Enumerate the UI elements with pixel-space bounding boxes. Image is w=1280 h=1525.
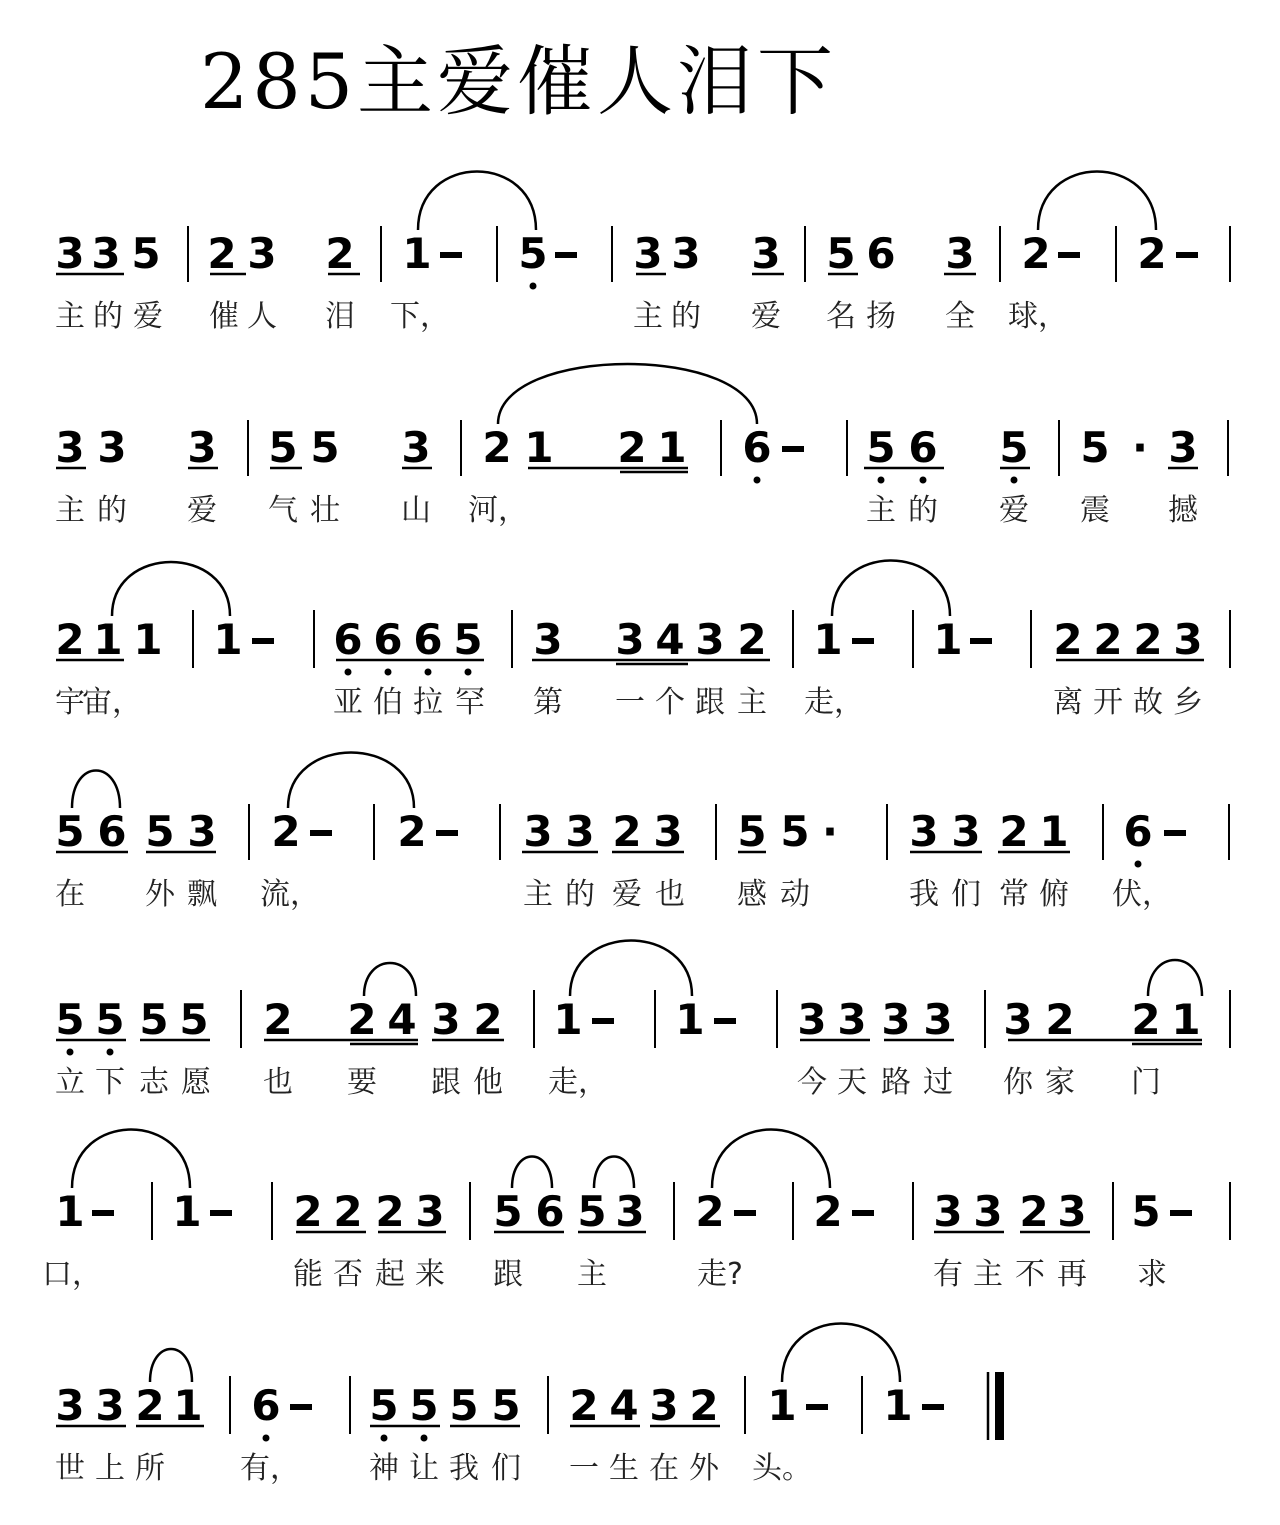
note: 3 — [933, 1187, 963, 1236]
lyric-char: 流， — [260, 877, 320, 912]
note: 2 — [813, 1187, 843, 1236]
lyric-char: 否 — [333, 1257, 363, 1292]
slur-arc — [150, 1349, 192, 1382]
score-line-5 — [55, 990, 1230, 1100]
note: 3 — [649, 1381, 679, 1430]
note-extension-dash — [852, 638, 874, 644]
note: 4 — [387, 995, 417, 1044]
lyric-char: 在 — [55, 877, 85, 912]
note: 3 — [1168, 423, 1198, 472]
lyric-char: 走， — [804, 685, 864, 720]
lyric-char: 人 — [247, 299, 277, 334]
note: 2 — [1131, 995, 1161, 1044]
low-octave-dot — [465, 669, 472, 676]
lyric-char: 的 — [93, 299, 123, 334]
lyric-char: 们 — [491, 1451, 521, 1486]
slur-arc — [1038, 172, 1156, 231]
score-line-1 — [55, 226, 1230, 334]
lyric-char: 我 — [449, 1451, 479, 1486]
lyric-char: 爱 — [133, 299, 163, 334]
note: 2 — [695, 1187, 725, 1236]
lyric-char: 的 — [671, 299, 701, 334]
note-extension-dash — [1058, 252, 1080, 258]
note: 3 — [653, 807, 683, 856]
note: 3 — [187, 423, 217, 472]
lyric-char: 名 — [826, 299, 856, 334]
note: 2 — [473, 995, 503, 1044]
lyric-char: 他 — [473, 1065, 503, 1100]
note: 5 — [491, 1381, 521, 1430]
note: 1 — [933, 615, 963, 664]
lyric-char: 有 — [933, 1257, 963, 1292]
lyric-char: 能 — [293, 1257, 323, 1292]
note: 2 — [347, 995, 377, 1044]
note: 5 — [131, 229, 161, 278]
note: 3 — [247, 229, 277, 278]
lyric-char: 主 — [55, 493, 85, 528]
note: 2 — [397, 807, 427, 856]
note: 5 — [577, 1187, 607, 1236]
lyric-char: 不 — [1015, 1257, 1045, 1292]
note: 2 — [1093, 615, 1123, 664]
low-octave-dot — [263, 1435, 270, 1442]
note: 1 — [93, 615, 123, 664]
note: 2 — [999, 807, 1029, 856]
lyric-char: 上 — [95, 1451, 125, 1486]
lyric-char: 伯 — [373, 685, 403, 720]
lyric-char: 离 — [1053, 685, 1083, 720]
note: 5 — [1131, 1187, 1161, 1236]
lyric-char: 有， — [240, 1451, 300, 1486]
lyric-char: 家 — [1045, 1065, 1075, 1100]
note: 6 — [535, 1187, 565, 1236]
lyric-char: 俯 — [1039, 877, 1069, 912]
note: 2 — [333, 1187, 363, 1236]
score-line-4 — [55, 804, 1229, 912]
lyric-char: 感 — [737, 877, 767, 912]
lyric-char: 要 — [347, 1065, 377, 1100]
note: 3 — [1173, 615, 1203, 664]
lyric-char: 常 — [999, 877, 1029, 912]
note-extension-dash — [1170, 1210, 1192, 1216]
note-extension-dash — [1164, 830, 1186, 836]
note: 3 — [401, 423, 431, 472]
note: 3 — [751, 229, 781, 278]
note: 6 — [413, 615, 443, 664]
lyric-char: 撼 — [1168, 493, 1198, 528]
lyric-char: 下 — [95, 1065, 125, 1100]
lyric-char: 开 — [1093, 685, 1123, 720]
note: 2 — [55, 615, 85, 664]
note: 2 — [737, 615, 767, 664]
note: 3 — [909, 807, 939, 856]
note: 6 — [742, 423, 772, 472]
note: 3 — [923, 995, 953, 1044]
note: 2 — [612, 807, 642, 856]
slur-arc — [72, 1130, 190, 1189]
lyric-char: 过 — [923, 1065, 953, 1100]
lyric-char: 天 — [837, 1065, 867, 1100]
note: 1 — [767, 1381, 797, 1430]
low-octave-dot — [421, 1435, 428, 1442]
lyric-char: 一 — [569, 1451, 599, 1486]
lyric-char: 河， — [468, 493, 528, 528]
note: 5 — [268, 423, 298, 472]
note: 2 — [207, 229, 237, 278]
note: 2 — [1133, 615, 1163, 664]
lyric-char: 爱 — [999, 493, 1029, 528]
low-octave-dot — [878, 477, 885, 484]
note: 6 — [866, 229, 896, 278]
score-systems — [42, 172, 1230, 1487]
lyric-char: 全 — [945, 299, 975, 334]
note: 3 — [95, 1381, 125, 1430]
lyric-char: 求 — [1137, 1257, 1167, 1292]
slur-arc — [364, 963, 416, 996]
note: 3 — [695, 615, 725, 664]
note-extension-dash — [210, 1210, 232, 1216]
note: 6 — [333, 615, 363, 664]
note: 5 — [95, 995, 125, 1044]
lyric-char: 让 — [409, 1451, 439, 1486]
note: 3 — [55, 423, 85, 472]
note: 6 — [908, 423, 938, 472]
note: 5 — [55, 807, 85, 856]
note: 1 — [55, 1187, 85, 1236]
lyric-char: 乡 — [1173, 685, 1203, 720]
low-octave-dot — [345, 669, 352, 676]
note: 2 — [689, 1381, 719, 1430]
lyric-char: 拉 — [413, 685, 443, 720]
slur-arc — [112, 562, 230, 616]
lyric-char: 来 — [415, 1257, 445, 1292]
note: 4 — [655, 615, 685, 664]
lyric-char: 动 — [780, 877, 810, 912]
lyric-char: 主 — [866, 493, 896, 528]
note-dot: · — [822, 807, 838, 856]
note-extension-dash — [592, 1018, 614, 1024]
lyric-char: 跟 — [695, 685, 725, 720]
note-extension-dash — [310, 830, 332, 836]
lyric-char: 爱 — [751, 299, 781, 334]
note: 2 — [569, 1381, 599, 1430]
lyric-char: 的 — [565, 877, 595, 912]
lyric-char: 山 — [401, 493, 431, 528]
note: 2 — [325, 229, 355, 278]
score-line-2 — [55, 420, 1228, 528]
note: 3 — [671, 229, 701, 278]
lyric-char: 泪 — [325, 299, 355, 334]
lyric-char: 走? — [697, 1257, 743, 1292]
slur-arc — [832, 561, 950, 617]
slur-arc — [594, 1157, 634, 1189]
slur-arc — [782, 1324, 900, 1383]
note-extension-dash — [970, 638, 992, 644]
lyric-char: 立 — [55, 1065, 85, 1100]
lyric-char: 主 — [973, 1257, 1003, 1292]
note: 2 — [271, 807, 301, 856]
note-extension-dash — [290, 1404, 312, 1410]
note: 1 — [402, 229, 432, 278]
note: 3 — [1057, 1187, 1087, 1236]
note: 1 — [213, 615, 243, 664]
slur-arc — [418, 172, 536, 231]
lyric-char: 伏， — [1112, 877, 1172, 912]
lyric-char: 也 — [655, 877, 685, 912]
lyric-char: 今 — [797, 1065, 827, 1100]
note: 2 — [482, 423, 512, 472]
low-octave-dot — [67, 1049, 74, 1056]
note: 5 — [369, 1381, 399, 1430]
lyric-char: 你 — [1003, 1065, 1033, 1100]
note: 1 — [172, 1187, 202, 1236]
note: 5 — [310, 423, 340, 472]
lyric-char: 志 — [139, 1065, 169, 1100]
slur-arc — [512, 1157, 552, 1189]
slur-arc — [712, 1130, 830, 1189]
lyric-char: 走， — [548, 1065, 608, 1100]
note: 6 — [1123, 807, 1153, 856]
note: 5 — [999, 423, 1029, 472]
note-extension-dash — [555, 252, 577, 258]
note: 3 — [533, 615, 563, 664]
slur-arc — [72, 771, 120, 809]
score-line-6 — [42, 1182, 1230, 1292]
lyric-char: 震 — [1080, 493, 1110, 528]
lyric-char: 气 — [268, 493, 298, 528]
note: 3 — [91, 229, 121, 278]
lyric-char: 我 — [909, 877, 939, 912]
note: 5 — [453, 615, 483, 664]
lyric-char: 外 — [689, 1451, 719, 1486]
lyric-char: 扬 — [866, 299, 896, 334]
note: 1 — [1039, 807, 1069, 856]
lyric-char: 跟 — [493, 1257, 523, 1292]
note: 5 — [866, 423, 896, 472]
note: 3 — [615, 1187, 645, 1236]
note-extension-dash — [922, 1404, 944, 1410]
lyric-char: 主 — [577, 1257, 607, 1292]
note: 4 — [609, 1381, 639, 1430]
note: 1 — [173, 1381, 203, 1430]
note: 3 — [837, 995, 867, 1044]
low-octave-dot — [530, 283, 537, 290]
note: 5 — [449, 1381, 479, 1430]
lyric-char: 世 — [55, 1451, 85, 1486]
lyric-char: 跟 — [431, 1065, 461, 1100]
note: 5 — [826, 229, 856, 278]
note: 3 — [615, 615, 645, 664]
note: 2 — [135, 1381, 165, 1430]
low-octave-dot — [425, 669, 432, 676]
note-extension-dash — [806, 1404, 828, 1410]
low-octave-dot — [381, 1435, 388, 1442]
note: 3 — [951, 807, 981, 856]
note-extension-dash — [92, 1210, 114, 1216]
note-extension-dash — [252, 638, 274, 644]
final-barline-thick — [995, 1372, 1004, 1440]
lyric-char: 路 — [881, 1065, 911, 1100]
note: 2 — [1019, 1187, 1049, 1236]
note-extension-dash — [852, 1210, 874, 1216]
slur-arc — [570, 941, 692, 997]
low-octave-dot — [1011, 477, 1018, 484]
note-extension-dash — [440, 252, 462, 258]
lyric-char: 宙， — [82, 685, 142, 720]
note: 5 — [139, 995, 169, 1044]
note: 5 — [780, 807, 810, 856]
note: 6 — [97, 807, 127, 856]
note: 3 — [431, 995, 461, 1044]
note: 3 — [633, 229, 663, 278]
note: 2 — [263, 995, 293, 1044]
note: 2 — [1137, 229, 1167, 278]
lyric-char: 宇 — [55, 685, 85, 720]
slur-arc — [288, 753, 414, 809]
lyric-char: 下， — [390, 299, 450, 334]
low-octave-dot — [754, 477, 761, 484]
note-dot: · — [1132, 423, 1148, 472]
note: 2 — [617, 423, 647, 472]
note: 3 — [565, 807, 595, 856]
lyric-char: 所 — [135, 1451, 165, 1486]
note: 5 — [493, 1187, 523, 1236]
note: 2 — [375, 1187, 405, 1236]
note: 1 — [133, 615, 163, 664]
note: 3 — [945, 229, 975, 278]
note: 1 — [657, 423, 687, 472]
note: 1 — [675, 995, 705, 1044]
note: 3 — [881, 995, 911, 1044]
note: 6 — [251, 1381, 281, 1430]
note: 2 — [1045, 995, 1075, 1044]
low-octave-dot — [385, 669, 392, 676]
note: 2 — [293, 1187, 323, 1236]
lyric-char: 神 — [369, 1451, 399, 1486]
lyric-char: 愿 — [181, 1065, 211, 1100]
note: 6 — [373, 615, 403, 664]
note: 5 — [737, 807, 767, 856]
note: 3 — [973, 1187, 1003, 1236]
lyric-char: 第 — [533, 685, 563, 720]
slur-arc — [1148, 960, 1202, 996]
note: 3 — [55, 229, 85, 278]
lyric-char: 在 — [649, 1451, 679, 1486]
note: 2 — [1021, 229, 1051, 278]
note: 3 — [55, 1381, 85, 1430]
note: 5 — [1080, 423, 1110, 472]
note: 5 — [409, 1381, 439, 1430]
low-octave-dot — [107, 1049, 114, 1056]
lyric-char: 罕 — [455, 685, 485, 720]
note: 3 — [97, 423, 127, 472]
note: 3 — [797, 995, 827, 1044]
song-title: 285主爱催人泪下 — [200, 37, 838, 126]
note: 5 — [55, 995, 85, 1044]
note: 3 — [523, 807, 553, 856]
lyric-char: 故 — [1133, 685, 1163, 720]
low-octave-dot — [1135, 861, 1142, 868]
low-octave-dot — [920, 477, 927, 484]
lyric-char: 外 — [145, 877, 175, 912]
note: 5 — [145, 807, 175, 856]
slur-arc — [498, 364, 757, 424]
note: 3 — [187, 807, 217, 856]
lyric-char: 爱 — [612, 877, 642, 912]
lyric-char: 起 — [375, 1257, 405, 1292]
lyric-char: 主 — [737, 685, 767, 720]
lyric-char: 们 — [951, 877, 981, 912]
note-extension-dash — [1176, 252, 1198, 258]
lyric-char: 的 — [97, 493, 127, 528]
lyric-char: 个 — [655, 685, 685, 720]
note: 1 — [1171, 995, 1201, 1044]
note: 1 — [883, 1381, 913, 1430]
lyric-char: 主 — [633, 299, 663, 334]
note: 3 — [415, 1187, 445, 1236]
lyric-char: 飘 — [187, 877, 217, 912]
score-line-7 — [55, 1376, 944, 1486]
lyric-char: 生 — [609, 1451, 639, 1486]
note: 2 — [1053, 615, 1083, 664]
lyric-char: 催 — [209, 299, 239, 334]
note: 1 — [813, 615, 843, 664]
note-extension-dash — [436, 830, 458, 836]
lyric-char: 壮 — [310, 493, 340, 528]
lyric-char: 主 — [523, 877, 553, 912]
lyric-char: 头。 — [752, 1451, 812, 1486]
lyric-char: 主 — [55, 299, 85, 334]
lyric-char: 也 — [263, 1065, 293, 1100]
lyric-char: 亚 — [333, 685, 363, 720]
lyric-char: 的 — [908, 493, 938, 528]
lyric-char: 再 — [1057, 1257, 1087, 1292]
note: 5 — [518, 229, 548, 278]
lyric-char: 口， — [42, 1257, 102, 1292]
note-extension-dash — [714, 1018, 736, 1024]
note-extension-dash — [734, 1210, 756, 1216]
lyric-char: 球， — [1008, 299, 1068, 334]
note: 5 — [179, 995, 209, 1044]
note: 3 — [1003, 995, 1033, 1044]
note: 1 — [553, 995, 583, 1044]
lyric-char: 门 — [1131, 1065, 1161, 1100]
note: 1 — [524, 423, 554, 472]
lyric-char: 爱 — [187, 493, 217, 528]
note-extension-dash — [782, 446, 804, 452]
lyric-char: 一 — [615, 685, 645, 720]
